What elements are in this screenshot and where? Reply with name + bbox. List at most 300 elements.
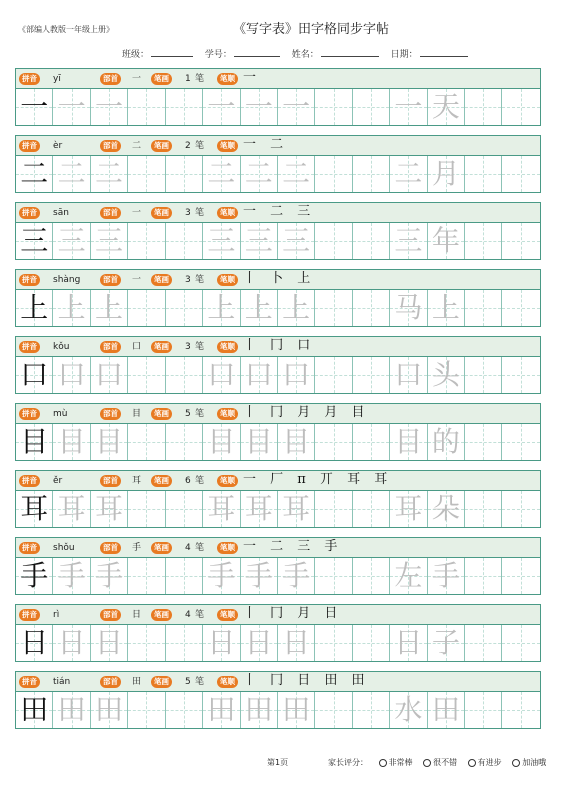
- tianzige-cell[interactable]: [91, 223, 128, 259]
- stroke-count-tag: 笔画: [151, 73, 172, 85]
- tianzige-cell[interactable]: [465, 156, 502, 192]
- stroke-order-value: 丨 卜 上: [243, 271, 316, 286]
- model-character: 口: [20, 358, 49, 391]
- char-row: [15, 604, 541, 671]
- stroke-order-tag: 笔顺: [217, 609, 238, 621]
- char-row: [15, 269, 541, 336]
- tianzige-cell[interactable]: [315, 290, 352, 326]
- class-blank[interactable]: [151, 48, 193, 57]
- stroke-order-value: 一 厂 π 丌 耳 耳: [243, 472, 393, 487]
- tianzige-cell[interactable]: [428, 156, 465, 192]
- tianzige-cell[interactable]: [16, 290, 53, 326]
- tianzige-cell[interactable]: [128, 692, 165, 728]
- tianzige-cell[interactable]: [465, 491, 502, 527]
- name-field[interactable]: [292, 47, 379, 60]
- tianzige-cell[interactable]: [166, 625, 203, 661]
- stroke-order-value: 一 二 三 手: [243, 539, 343, 554]
- tianzige-cell[interactable]: [428, 357, 465, 393]
- tianzige-cell[interactable]: [241, 223, 278, 259]
- tianzige-cell[interactable]: [428, 491, 465, 527]
- tianzige-cell[interactable]: [353, 491, 390, 527]
- tianzige-cell[interactable]: [166, 89, 203, 125]
- tianzige-cell[interactable]: [241, 290, 278, 326]
- tianzige-cell[interactable]: [278, 357, 315, 393]
- row-header: [15, 470, 541, 491]
- tianzige-cell[interactable]: [278, 424, 315, 460]
- tianzige-cell[interactable]: [128, 223, 165, 259]
- model-character: 耳: [20, 492, 49, 525]
- trace-character: 一: [244, 90, 273, 123]
- tianzige-cell[interactable]: [278, 692, 315, 728]
- trace-character: 上: [282, 291, 311, 324]
- stroke-order-value: 丨 冂 日 田 田: [243, 673, 370, 688]
- tianzige-cell[interactable]: [465, 89, 502, 125]
- tianzige-cell[interactable]: [241, 692, 278, 728]
- tianzige-cell[interactable]: [315, 89, 352, 125]
- stroke-count-tag: 笔画: [151, 475, 172, 487]
- tianzige-cell[interactable]: [278, 290, 315, 326]
- trace-character: 田: [431, 693, 460, 726]
- tianzige-cell[interactable]: [128, 89, 165, 125]
- tianzige-cell[interactable]: [91, 290, 128, 326]
- trace-character: 年: [431, 224, 460, 257]
- tianzige-cell[interactable]: [128, 156, 165, 192]
- row-header: [15, 604, 541, 625]
- tianzige-cell[interactable]: [315, 424, 352, 460]
- radical-value: 一: [132, 74, 142, 84]
- stroke-order-value: 丨 冂 月 日: [243, 606, 343, 621]
- trace-character: 耳: [207, 492, 236, 525]
- trace-character: 口: [57, 358, 86, 391]
- tianzige-cell[interactable]: [428, 290, 465, 326]
- char-row: [15, 671, 541, 738]
- trace-character: 上: [57, 291, 86, 324]
- tianzige-cell[interactable]: [315, 156, 352, 192]
- trace-character: 手: [244, 559, 273, 592]
- tianzige-grid: [15, 424, 541, 461]
- trace-character: 口: [244, 358, 273, 391]
- tianzige-cell[interactable]: [91, 491, 128, 527]
- number-label: 学号：: [204, 50, 232, 60]
- tianzige-cell[interactable]: [428, 424, 465, 460]
- radical-value: 田: [132, 677, 142, 687]
- radio-circle-icon[interactable]: [423, 759, 431, 767]
- trace-character: 口: [207, 358, 236, 391]
- tianzige-cell[interactable]: [278, 625, 315, 661]
- rating-option-1[interactable]: 很不错: [423, 758, 457, 767]
- model-character: 手: [20, 559, 49, 592]
- tianzige-cell[interactable]: [390, 223, 427, 259]
- page-number: 第1页: [267, 758, 289, 767]
- stroke-count-value: 1: [185, 74, 191, 84]
- tianzige-cell[interactable]: [502, 89, 539, 125]
- tianzige-cell[interactable]: [203, 290, 240, 326]
- radio-circle-icon[interactable]: [468, 759, 476, 767]
- tianzige-cell[interactable]: [91, 424, 128, 460]
- student-info-fields: [122, 47, 477, 60]
- tianzige-cell[interactable]: [91, 625, 128, 661]
- tianzige-cell[interactable]: [203, 89, 240, 125]
- tianzige-cell[interactable]: [53, 290, 90, 326]
- tianzige-cell[interactable]: [502, 625, 539, 661]
- tianzige-cell[interactable]: [502, 692, 539, 728]
- pinyin-tag: 拼音: [19, 475, 40, 487]
- trace-character: 二: [244, 157, 273, 190]
- tianzige-cell[interactable]: [390, 692, 427, 728]
- trace-character: 二: [282, 157, 311, 190]
- stroke-order-tag: 笔顺: [217, 542, 238, 554]
- tianzige-cell[interactable]: [428, 625, 465, 661]
- stroke-count-value: 3: [185, 208, 191, 218]
- tianzige-cell[interactable]: [16, 692, 53, 728]
- tianzige-cell[interactable]: [53, 89, 90, 125]
- tianzige-cell[interactable]: [53, 491, 90, 527]
- tianzige-cell[interactable]: [278, 223, 315, 259]
- char-row: [15, 135, 541, 202]
- trace-character: 口: [394, 358, 423, 391]
- date-blank[interactable]: [420, 48, 468, 57]
- stroke-unit: 笔: [195, 342, 205, 352]
- radical-tag: 部首: [100, 274, 121, 286]
- stroke-count-tag: 笔画: [151, 542, 172, 554]
- tianzige-cell[interactable]: [16, 625, 53, 661]
- tianzige-cell[interactable]: [465, 625, 502, 661]
- stroke-order-tag: 笔顺: [217, 207, 238, 219]
- tianzige-grid: [15, 491, 541, 528]
- tianzige-cell[interactable]: [353, 290, 390, 326]
- tianzige-grid: [15, 290, 541, 327]
- stroke-order-tag: 笔顺: [217, 408, 238, 420]
- pinyin-value: mù: [53, 409, 68, 419]
- tianzige-cell[interactable]: [91, 357, 128, 393]
- stroke-count-value: 2: [185, 141, 191, 151]
- radical-tag: 部首: [100, 676, 121, 688]
- tianzige-cell[interactable]: [91, 156, 128, 192]
- trace-character: 日: [244, 626, 273, 659]
- tianzige-cell[interactable]: [353, 357, 390, 393]
- tianzige-cell[interactable]: [502, 424, 539, 460]
- row-header: [15, 269, 541, 290]
- trace-character: 田: [95, 693, 124, 726]
- stroke-unit: 笔: [195, 275, 205, 285]
- pinyin-value: èr: [53, 141, 63, 151]
- trace-character: 田: [207, 693, 236, 726]
- number-blank[interactable]: [234, 48, 280, 57]
- model-character: 日: [20, 626, 49, 659]
- name-blank[interactable]: [321, 48, 379, 57]
- trace-character: 三: [244, 224, 273, 257]
- tianzige-cell[interactable]: [91, 89, 128, 125]
- stroke-order-tag: 笔顺: [217, 341, 238, 353]
- tianzige-cell[interactable]: [315, 491, 352, 527]
- radical-tag: 部首: [100, 609, 121, 621]
- tianzige-cell[interactable]: [91, 558, 128, 594]
- tianzige-cell[interactable]: [203, 223, 240, 259]
- trace-character: 手: [57, 559, 86, 592]
- row-header: [15, 671, 541, 692]
- radical-value: 耳: [132, 476, 142, 486]
- tianzige-cell[interactable]: [390, 625, 427, 661]
- parent-rating: [328, 757, 546, 768]
- tianzige-cell[interactable]: [353, 156, 390, 192]
- tianzige-cell[interactable]: [128, 491, 165, 527]
- edition-label: 《部编人教版一年级上册》: [18, 25, 114, 34]
- trace-character: 耳: [95, 492, 124, 525]
- trace-character: 田: [282, 693, 311, 726]
- trace-character: 月: [431, 157, 460, 190]
- radio-circle-icon[interactable]: [379, 759, 387, 767]
- stroke-unit: 笔: [195, 74, 205, 84]
- tianzige-cell[interactable]: [166, 491, 203, 527]
- stroke-count-tag: 笔画: [151, 140, 172, 152]
- tianzige-cell[interactable]: [166, 692, 203, 728]
- name-label: 姓名：: [291, 50, 319, 60]
- tianzige-cell[interactable]: [502, 491, 539, 527]
- tianzige-cell[interactable]: [390, 89, 427, 125]
- tianzige-cell[interactable]: [53, 156, 90, 192]
- number-field[interactable]: [205, 47, 280, 60]
- trace-character: 日: [57, 626, 86, 659]
- stroke-count-tag: 笔画: [151, 408, 172, 420]
- stroke-order-tag: 笔顺: [217, 140, 238, 152]
- tianzige-cell[interactable]: [278, 156, 315, 192]
- stroke-count-tag: 笔画: [151, 274, 172, 286]
- stroke-count-tag: 笔画: [151, 609, 172, 621]
- trace-character: 耳: [394, 492, 423, 525]
- trace-character: 口: [282, 358, 311, 391]
- tianzige-cell[interactable]: [16, 89, 53, 125]
- tianzige-cell[interactable]: [166, 223, 203, 259]
- stroke-count-value: 5: [185, 409, 191, 419]
- tianzige-cell[interactable]: [353, 223, 390, 259]
- tianzige-cell[interactable]: [128, 424, 165, 460]
- tianzige-cell[interactable]: [53, 357, 90, 393]
- trace-character: 三: [282, 224, 311, 257]
- trace-character: 水: [394, 693, 423, 726]
- char-row: [15, 537, 541, 604]
- stroke-order-tag: 笔顺: [217, 73, 238, 85]
- char-row: [15, 202, 541, 269]
- tianzige-cell[interactable]: [203, 625, 240, 661]
- tianzige-cell[interactable]: [390, 558, 427, 594]
- tianzige-grid: [15, 558, 541, 595]
- tianzige-cell[interactable]: [390, 491, 427, 527]
- pinyin-tag: 拼音: [19, 676, 40, 688]
- tianzige-cell[interactable]: [278, 89, 315, 125]
- stroke-count-tag: 笔画: [151, 207, 172, 219]
- tianzige-cell[interactable]: [353, 625, 390, 661]
- tianzige-cell[interactable]: [465, 558, 502, 594]
- tianzige-cell[interactable]: [53, 692, 90, 728]
- tianzige-cell[interactable]: [241, 558, 278, 594]
- row-header: [15, 202, 541, 223]
- stroke-count-value: 6: [185, 476, 191, 486]
- stroke-count-value: 5: [185, 677, 191, 687]
- trace-character: 二: [394, 157, 423, 190]
- stroke-count-tag: 笔画: [151, 341, 172, 353]
- tianzige-cell[interactable]: [502, 558, 539, 594]
- model-character: 田: [20, 693, 49, 726]
- tianzige-cell[interactable]: [16, 357, 53, 393]
- trace-character: 朵: [431, 492, 460, 525]
- tianzige-cell[interactable]: [315, 357, 352, 393]
- rating-label: 家长评分：: [328, 758, 368, 767]
- trace-character: 一: [95, 90, 124, 123]
- tianzige-cell[interactable]: [390, 424, 427, 460]
- trace-character: 一: [57, 90, 86, 123]
- class-field[interactable]: [122, 47, 193, 60]
- tianzige-grid: [15, 357, 541, 394]
- tianzige-cell[interactable]: [465, 424, 502, 460]
- tianzige-cell[interactable]: [16, 424, 53, 460]
- trace-character: 上: [95, 291, 124, 324]
- tianzige-cell[interactable]: [502, 357, 539, 393]
- tianzige-cell[interactable]: [203, 491, 240, 527]
- trace-character: 口: [95, 358, 124, 391]
- tianzige-cell[interactable]: [16, 156, 53, 192]
- tianzige-cell[interactable]: [203, 424, 240, 460]
- tianzige-cell[interactable]: [16, 558, 53, 594]
- row-header: [15, 135, 541, 156]
- tianzige-cell[interactable]: [203, 558, 240, 594]
- radical-value: 日: [132, 610, 142, 620]
- tianzige-cell[interactable]: [203, 156, 240, 192]
- pinyin-value: shǒu: [53, 543, 75, 553]
- tianzige-cell[interactable]: [166, 156, 203, 192]
- tianzige-cell[interactable]: [16, 223, 53, 259]
- tianzige-cell[interactable]: [428, 692, 465, 728]
- stroke-count-value: 4: [185, 543, 191, 553]
- date-field[interactable]: [391, 47, 468, 60]
- trace-character: 目: [244, 425, 273, 458]
- tianzige-cell[interactable]: [353, 692, 390, 728]
- rating-option-3[interactable]: 加油哦: [512, 758, 546, 767]
- trace-character: 左: [394, 559, 423, 592]
- tianzige-cell[interactable]: [390, 156, 427, 192]
- pinyin-tag: 拼音: [19, 408, 40, 420]
- tianzige-cell[interactable]: [128, 357, 165, 393]
- radical-tag: 部首: [100, 73, 121, 85]
- tianzige-cell[interactable]: [465, 223, 502, 259]
- tianzige-cell[interactable]: [203, 692, 240, 728]
- row-header: [15, 537, 541, 558]
- tianzige-cell[interactable]: [353, 89, 390, 125]
- tianzige-cell[interactable]: [241, 357, 278, 393]
- model-character: 目: [20, 425, 49, 458]
- tianzige-cell[interactable]: [166, 357, 203, 393]
- tianzige-cell[interactable]: [502, 156, 539, 192]
- tianzige-cell[interactable]: [53, 424, 90, 460]
- tianzige-cell[interactable]: [166, 558, 203, 594]
- radical-value: 一: [132, 208, 142, 218]
- tianzige-grid: [15, 692, 541, 729]
- tianzige-cell[interactable]: [428, 223, 465, 259]
- tianzige-cell[interactable]: [502, 223, 539, 259]
- pinyin-value: tián: [53, 677, 71, 687]
- tianzige-cell[interactable]: [241, 625, 278, 661]
- trace-character: 手: [431, 559, 460, 592]
- tianzige-cell[interactable]: [166, 424, 203, 460]
- tianzige-cell[interactable]: [128, 558, 165, 594]
- trace-character: 耳: [282, 492, 311, 525]
- tianzige-cell[interactable]: [465, 290, 502, 326]
- tianzige-cell[interactable]: [353, 558, 390, 594]
- stroke-unit: 笔: [195, 677, 205, 687]
- trace-character: 目: [394, 425, 423, 458]
- radical-tag: 部首: [100, 475, 121, 487]
- page-title-text: 《写字表》田字格同步字帖: [232, 22, 389, 37]
- pinyin-tag: 拼音: [19, 73, 40, 85]
- tianzige-grid: [15, 89, 541, 126]
- tianzige-cell[interactable]: [315, 223, 352, 259]
- pinyin-value: kǒu: [53, 342, 70, 352]
- radio-circle-icon[interactable]: [512, 759, 520, 767]
- model-character: 上: [20, 291, 49, 324]
- tianzige-grid: [15, 223, 541, 260]
- tianzige-cell[interactable]: [91, 692, 128, 728]
- rating-option-0[interactable]: 非常棒: [379, 758, 413, 767]
- tianzige-cell[interactable]: [390, 290, 427, 326]
- trace-character: 马: [394, 291, 423, 324]
- tianzige-cell[interactable]: [315, 692, 352, 728]
- tianzige-cell[interactable]: [278, 558, 315, 594]
- tianzige-cell[interactable]: [203, 357, 240, 393]
- tianzige-cell[interactable]: [502, 290, 539, 326]
- tianzige-cell[interactable]: [16, 491, 53, 527]
- stroke-order-value: 一: [243, 70, 262, 85]
- trace-character: 三: [57, 224, 86, 257]
- practice-rows: [15, 68, 541, 738]
- trace-character: 目: [207, 425, 236, 458]
- tianzige-cell[interactable]: [128, 290, 165, 326]
- tianzige-cell[interactable]: [53, 625, 90, 661]
- tianzige-cell[interactable]: [465, 692, 502, 728]
- tianzige-cell[interactable]: [166, 290, 203, 326]
- tianzige-cell[interactable]: [241, 156, 278, 192]
- trace-character: 日: [394, 626, 423, 659]
- tianzige-cell[interactable]: [278, 491, 315, 527]
- tianzige-cell[interactable]: [428, 558, 465, 594]
- char-row: [15, 336, 541, 403]
- trace-character: 上: [431, 291, 460, 324]
- char-row: [15, 68, 541, 135]
- trace-character: 天: [431, 90, 460, 123]
- tianzige-cell[interactable]: [241, 491, 278, 527]
- tianzige-cell[interactable]: [315, 558, 352, 594]
- tianzige-cell[interactable]: [315, 625, 352, 661]
- tianzige-cell[interactable]: [241, 89, 278, 125]
- trace-character: 目: [95, 425, 124, 458]
- tianzige-cell[interactable]: [428, 89, 465, 125]
- tianzige-cell[interactable]: [465, 357, 502, 393]
- tianzige-cell[interactable]: [128, 625, 165, 661]
- stroke-unit: 笔: [195, 476, 205, 486]
- tianzige-cell[interactable]: [353, 424, 390, 460]
- tianzige-cell[interactable]: [390, 357, 427, 393]
- trace-character: 日: [95, 626, 124, 659]
- trace-character: 日: [282, 626, 311, 659]
- tianzige-cell[interactable]: [241, 424, 278, 460]
- tianzige-cell[interactable]: [53, 558, 90, 594]
- tianzige-cell[interactable]: [53, 223, 90, 259]
- rating-option-2[interactable]: 有进步: [468, 758, 502, 767]
- row-header: [15, 68, 541, 89]
- radical-value: 口: [132, 342, 142, 352]
- radical-tag: 部首: [100, 140, 121, 152]
- stroke-count-value: 4: [185, 610, 191, 620]
- trace-character: 三: [95, 224, 124, 257]
- radical-value: 目: [132, 409, 142, 419]
